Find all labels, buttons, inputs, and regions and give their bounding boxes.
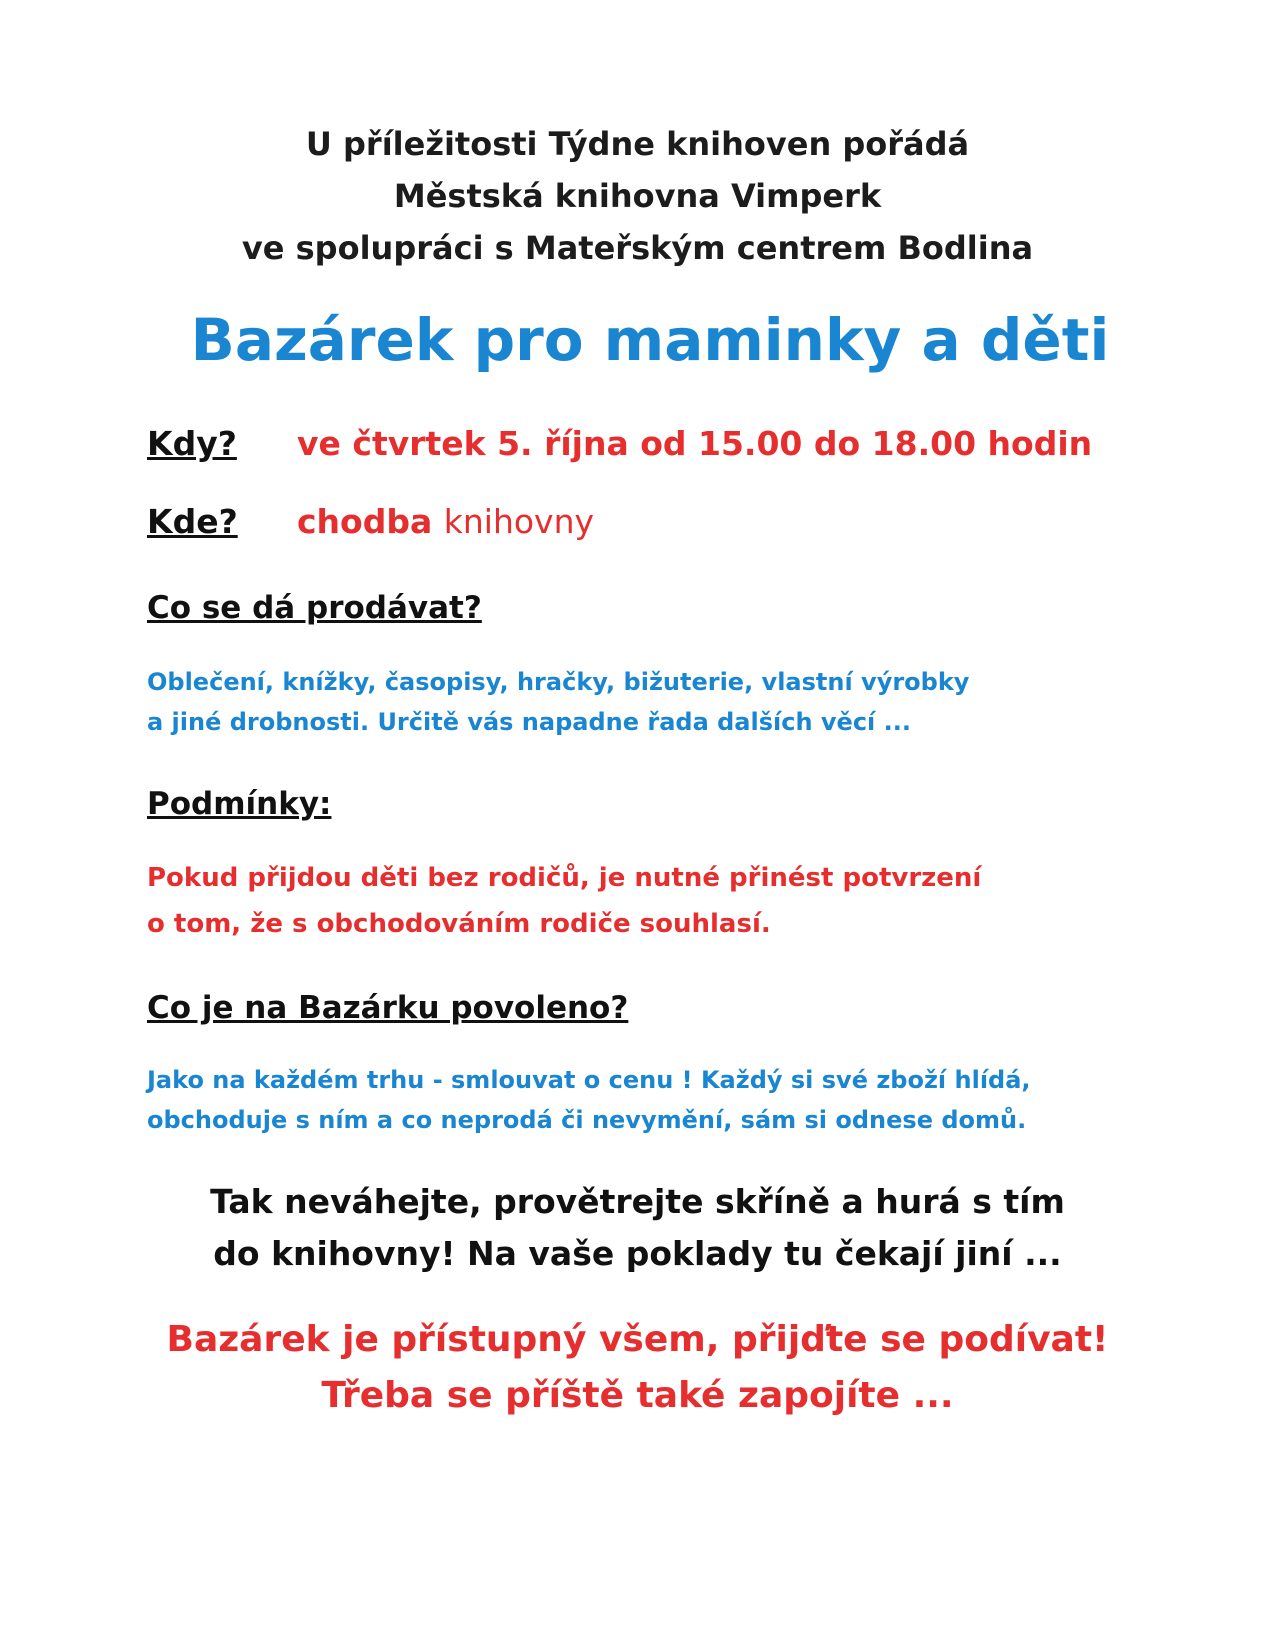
sell-line-1: Oblečení, knížky, časopisy, hračky, bižuterie, vlastní výrobky xyxy=(147,668,970,696)
conditions-text xyxy=(147,855,981,947)
intro-line-3: ve spolupráci s Mateřským centrem Bodlina xyxy=(241,229,1034,267)
sell-text xyxy=(147,662,969,742)
closing-block xyxy=(0,1176,1275,1280)
where-value-rest: knihovny xyxy=(443,502,595,541)
intro-block xyxy=(0,118,1275,274)
final-block xyxy=(0,1312,1275,1424)
allowed-line-1: Jako na každém trhu - smlouvat o cenu ! Každý si své zboží hlídá, xyxy=(147,1066,1031,1094)
allowed-heading: Co je na Bazárku povoleno? xyxy=(147,990,629,1026)
where-value xyxy=(297,502,594,541)
where-row xyxy=(147,502,594,541)
final-line-2: Třeba se příště také zapojíte ... xyxy=(321,1375,954,1416)
where-value-bold: chodba xyxy=(297,502,433,541)
intro-line-1: U příležitosti Týdne knihoven pořádá xyxy=(305,125,970,163)
where-label: Kde? xyxy=(147,502,238,541)
sell-heading: Co se dá prodávat? xyxy=(147,590,482,626)
conditions-line-1: Pokud přijdou děti bez rodičů, je nutné přinést potvrzení xyxy=(147,863,982,893)
when-label: Kdy? xyxy=(147,424,237,463)
closing-line-1: Tak neváhejte, provětrejte skříně a hurá s tím xyxy=(210,1182,1065,1221)
final-line-1: Bazárek je přístupný všem, přijďte se podívat! xyxy=(166,1319,1109,1360)
allowed-line-2: obchoduje s ním a co neprodá či nevymění, sám si odnese domů. xyxy=(147,1106,1027,1134)
when-row xyxy=(147,424,1092,463)
closing-line-2: do knihovny! Na vaše poklady tu čekají jiní ... xyxy=(213,1234,1062,1273)
poster-title: Bazárek pro maminky a děti xyxy=(190,306,1110,374)
intro-line-2: Městská knihovna Vimperk xyxy=(393,177,882,215)
conditions-line-2: o tom, že s obchodováním rodiče souhlasí. xyxy=(147,909,771,939)
conditions-heading: Podmínky: xyxy=(147,786,332,822)
allowed-text xyxy=(147,1060,1031,1140)
when-value: ve čtvrtek 5. října od 15.00 do 18.00 hodin xyxy=(297,424,1093,463)
sell-line-2: a jiné drobnosti. Určitě vás napadne řada dalších věcí ... xyxy=(147,708,911,736)
